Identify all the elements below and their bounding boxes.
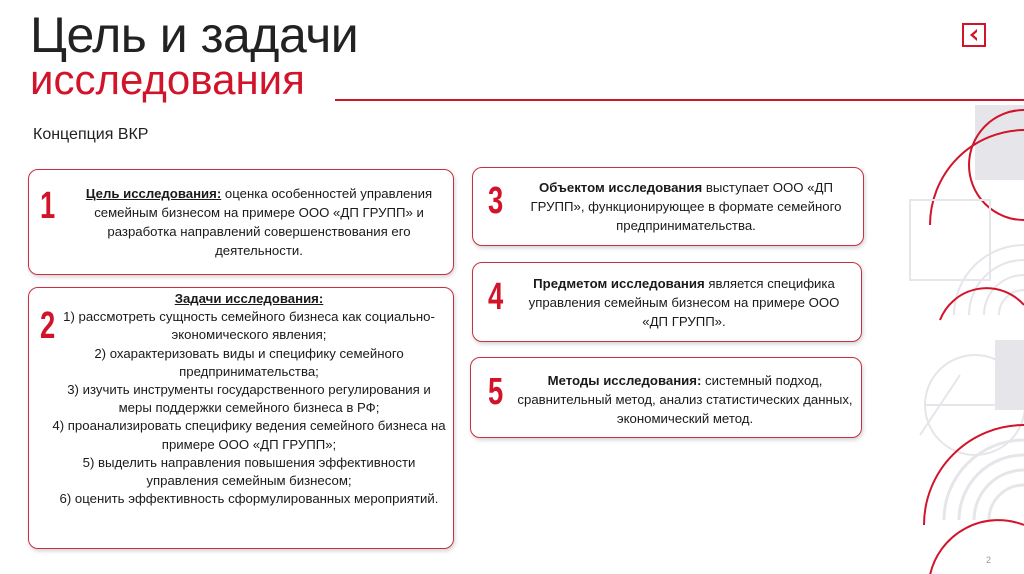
card-text [518, 274, 850, 331]
card-subject [472, 262, 862, 342]
card-goal [28, 169, 454, 275]
card-text [516, 371, 854, 428]
card-number: 1 [40, 185, 56, 227]
card-heading: Объектом исследования [539, 180, 703, 195]
card-methods [470, 357, 862, 438]
card-body: системный подход, сравнительный метод, анализ статистических данных, экономический метод. [517, 373, 853, 426]
list-item: 2) охарактеризовать виды и специфику семейного предпринимательства; [94, 345, 404, 379]
logo-icon [962, 23, 986, 47]
card-number: 3 [488, 180, 504, 222]
list-item: 4) проанализировать специфику ведения семейного бизнеса на примере ООО «ДП ГРУПП»; [52, 418, 446, 452]
card-text [521, 178, 851, 235]
page-number: 2 [986, 555, 992, 565]
list-item: 1) рассмотреть сущность семейного бизнеса как социально-экономического явления; [63, 309, 435, 343]
card-heading: Методы исследования: [547, 373, 702, 388]
list-item: 3) изучить инструменты государственного регулирования и меры поддержки семейного бизнеса в РФ; [67, 382, 431, 416]
card-heading: Предметом исследования [533, 276, 705, 291]
card-number: 4 [488, 276, 504, 318]
card-body: выступает ООО «ДП ГРУПП», функционирующее в формате семейного предпринимательства. [530, 180, 842, 233]
title-divider [335, 99, 1024, 101]
card-heading: Задачи исследования: [174, 291, 324, 306]
card-object [472, 167, 864, 246]
card-number: 2 [40, 305, 56, 347]
page-title: Цель и задачи [30, 7, 359, 63]
list-item: 5) выделить направления повышения эффективности управления семейным бизнесом; [82, 454, 416, 489]
card-number: 5 [488, 371, 504, 413]
card-body: оценка особенностей управления семейным бизнесом на примере ООО «ДП ГРУПП» и разработка направлений совершенствования его деятельности. [94, 186, 433, 258]
card-heading: Цель исследования: [85, 186, 222, 201]
card-body: является специфика управления семейным бизнесом на примере ООО «ДП ГРУПП». [528, 276, 840, 329]
card-text [49, 290, 449, 508]
list-item: 6) оценить эффективность сформулированных мероприятий. [59, 491, 439, 507]
subtitle: Концепция ВКР [33, 126, 149, 143]
decorative-pattern [900, 105, 1024, 574]
card-text [84, 184, 434, 260]
card-tasks [28, 287, 454, 549]
page-title-accent: исследования [30, 56, 305, 103]
